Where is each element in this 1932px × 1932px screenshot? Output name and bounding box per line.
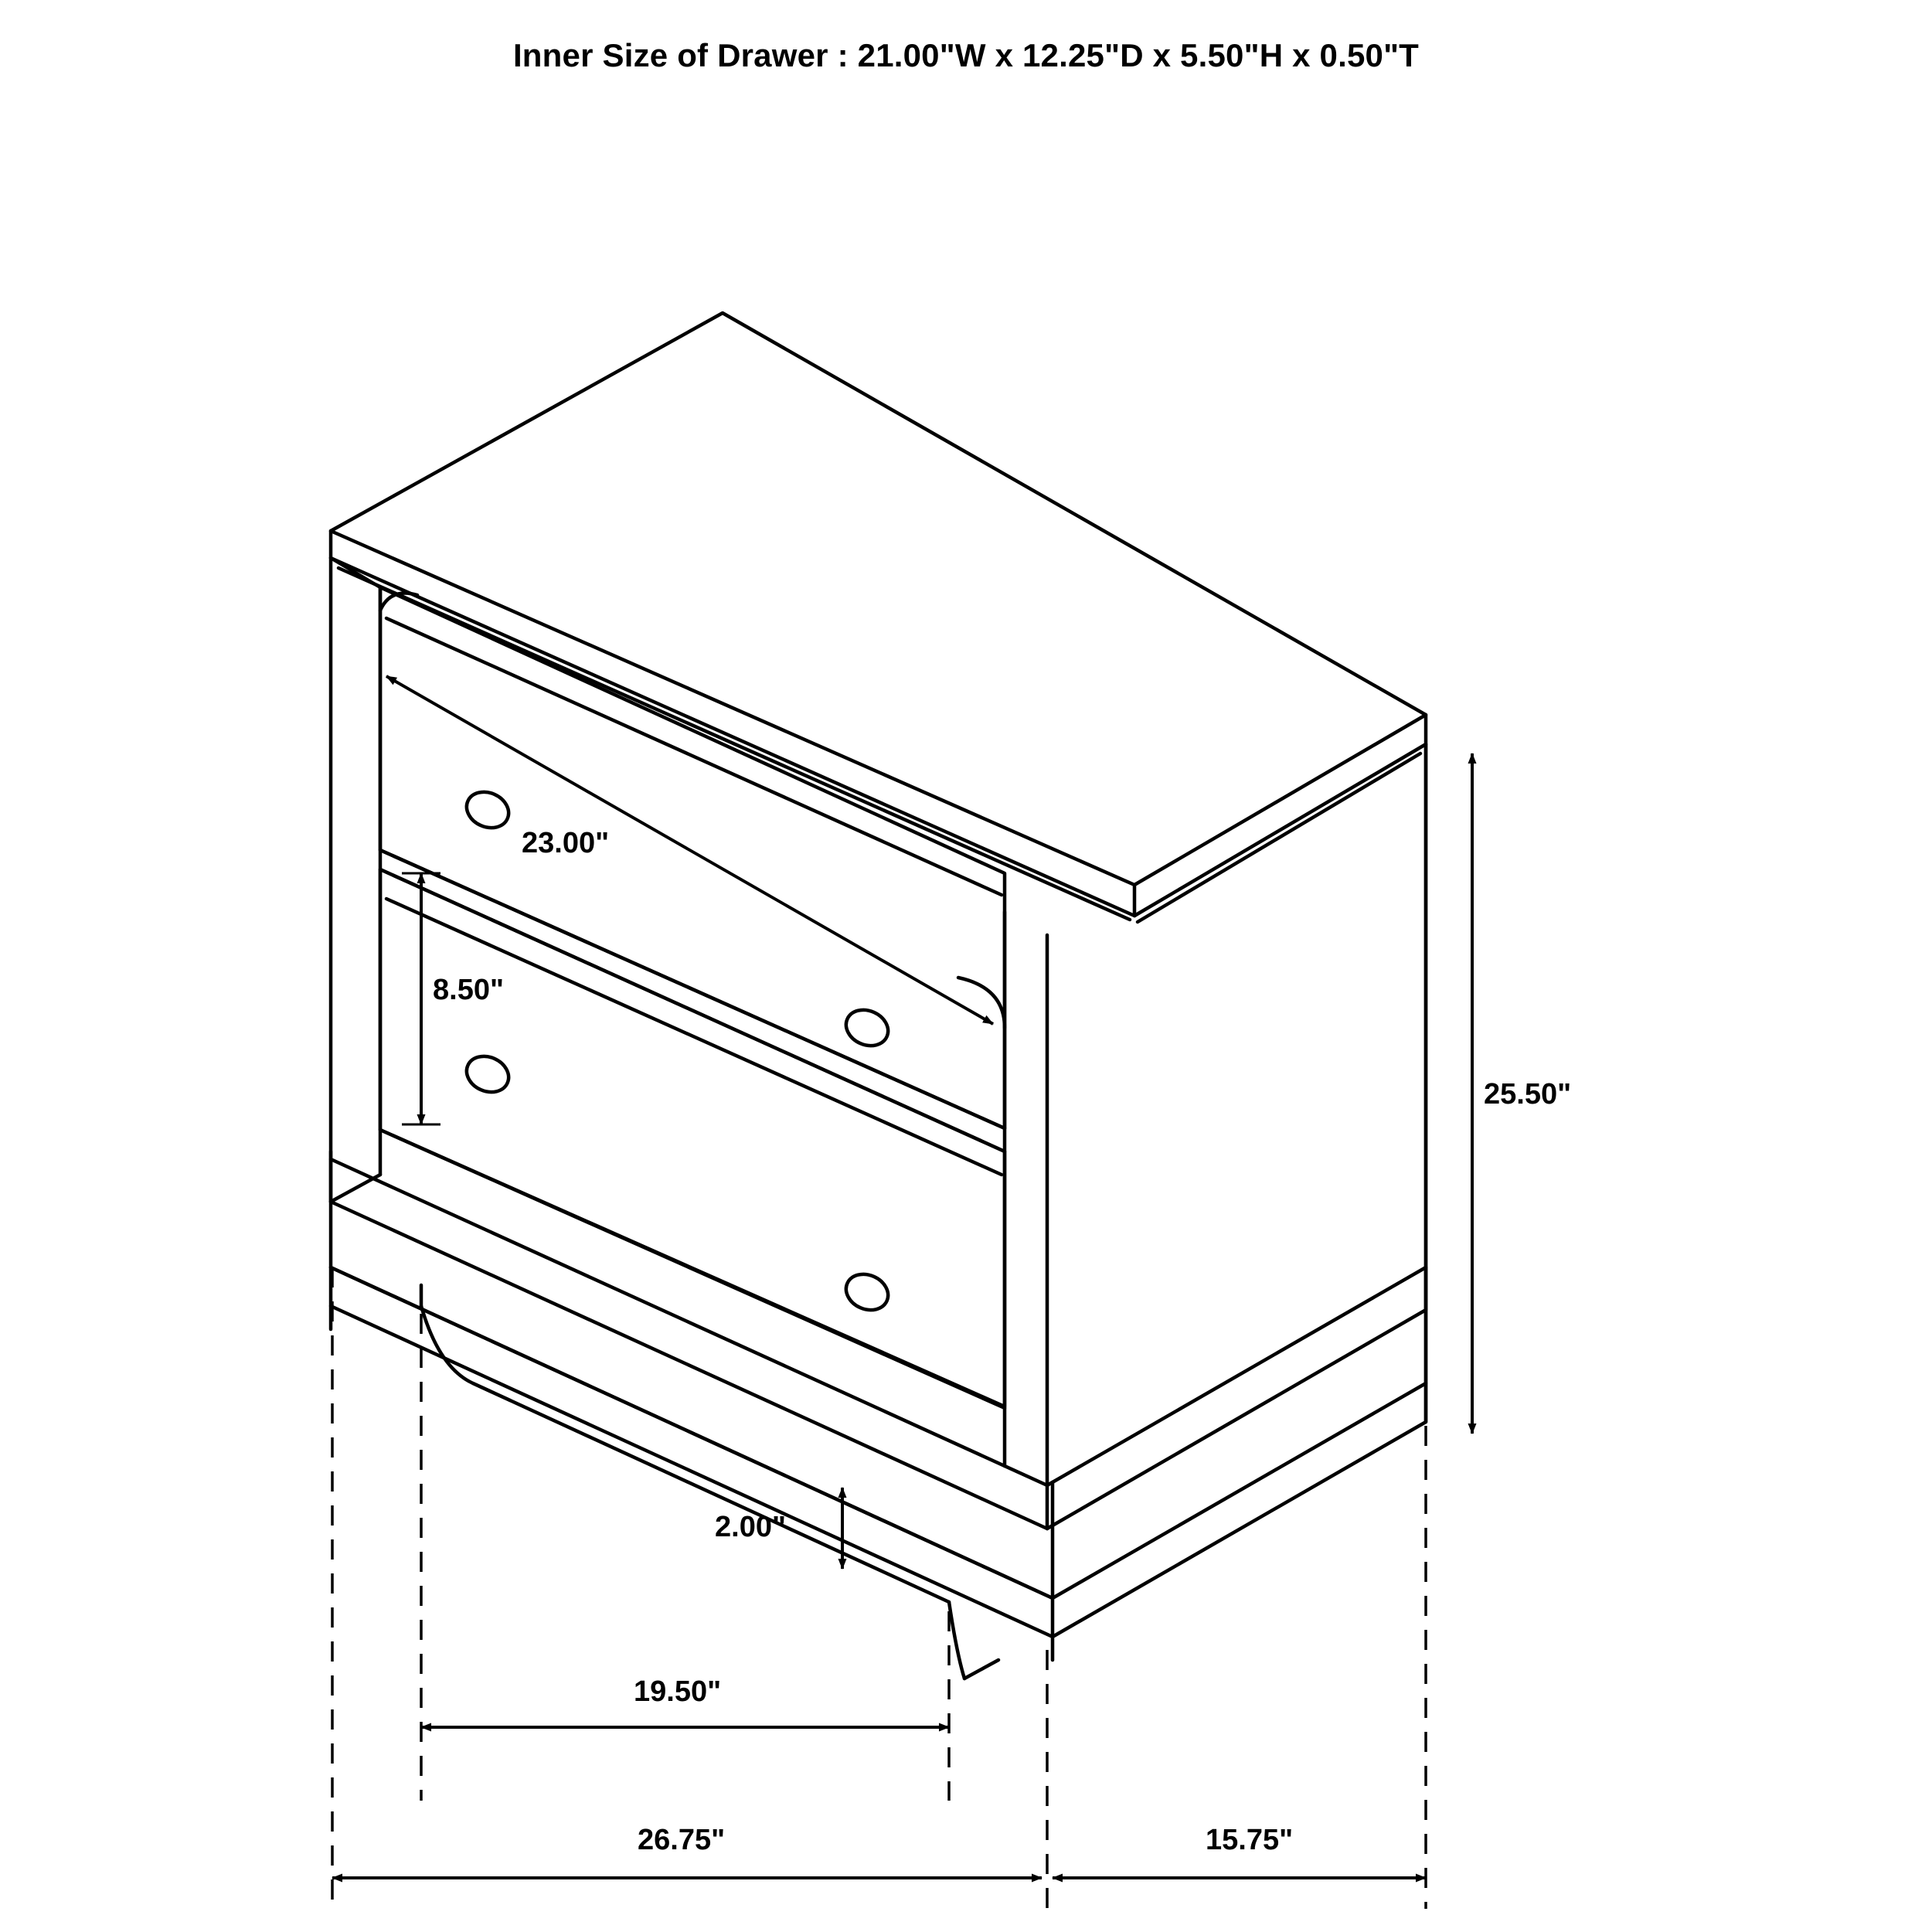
drawer-pull-lower-left	[461, 1050, 514, 1099]
top-side-edge	[1134, 715, 1426, 916]
plinth-bottom-front	[331, 1267, 1053, 1598]
top-front-edge	[331, 531, 1134, 916]
case-side-bottom	[1047, 1267, 1426, 1529]
base-leg-right-line	[964, 1660, 998, 1679]
dim-label-drawer-height: 8.50"	[433, 974, 504, 1006]
drawer-lower-top-line	[386, 899, 1002, 1175]
dimension-lines	[332, 676, 1472, 1878]
drawer-pull-lower-right	[840, 1268, 893, 1317]
base-arch-right	[949, 1602, 964, 1679]
dim-label-overall-depth: 15.75"	[1206, 1824, 1294, 1856]
plinth-front	[331, 1151, 1053, 1598]
case-bottom-front-rail-bottom	[331, 1202, 1047, 1529]
dim-label-drawer-width: 23.00"	[522, 827, 610, 859]
drawer-upper-face	[380, 587, 1005, 1128]
dim-label-overall-width: 26.75"	[638, 1824, 726, 1856]
case-bottom-front-rail-top	[331, 1159, 1047, 1485]
drawer-pull-upper-left	[461, 786, 514, 835]
top-molding-line-right	[1138, 753, 1420, 922]
drawer-pull-upper-right	[840, 1004, 893, 1053]
drawer-lower-face	[380, 869, 1005, 1406]
dim-label-overall-height: 25.50"	[1484, 1078, 1572, 1111]
dim-label-leg-span: 19.50"	[634, 1675, 722, 1708]
plinth-lower-band	[1053, 1383, 1426, 1637]
dim-label-base-clearance: 2.00"	[715, 1511, 786, 1543]
drawer-divider-rail-lower	[380, 869, 1005, 1151]
top-surface	[331, 313, 1426, 885]
plinth-side	[1053, 1267, 1426, 1598]
front-left-stile-top	[331, 558, 380, 587]
base-arch-span	[473, 1383, 949, 1602]
drawer-right-corner-detail	[958, 978, 1005, 1028]
page-title: Inner Size of Drawer : 21.00"W x 12.25"D x 5.50"H x 0.50"T	[512, 37, 1420, 73]
